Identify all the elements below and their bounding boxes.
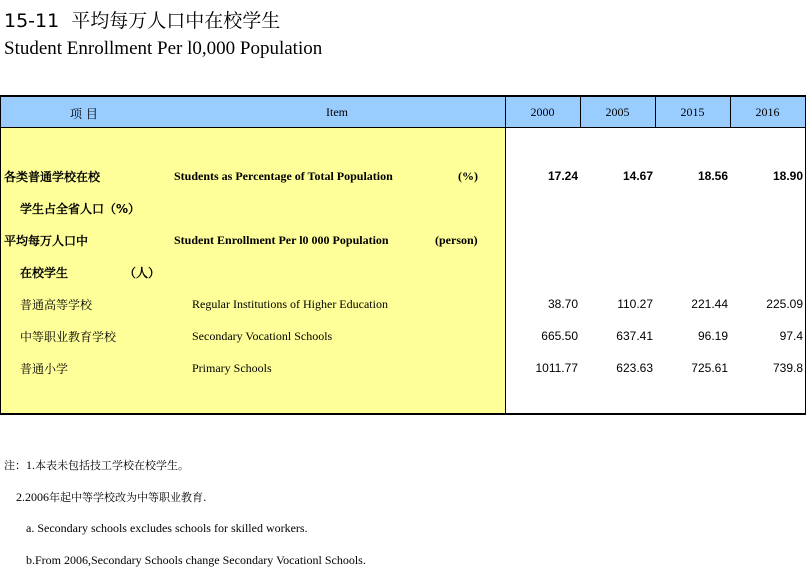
row-per10k-label-cn-line2a: 在校学生 bbox=[20, 266, 69, 280]
row-primary-label-en: Primary Schools bbox=[192, 361, 272, 375]
note-4: b.From 2006,Secondary Schools change Secondary Vocationl Schools. bbox=[26, 553, 366, 567]
row-pct-label-cn-line2: 学生占全省人口（%） bbox=[20, 202, 141, 216]
row-primary-value-2015: 725.61 bbox=[691, 361, 728, 375]
row-higher-ed-label-en: Regular Institutions of Higher Education bbox=[192, 297, 388, 311]
header-item-english: Item bbox=[326, 105, 348, 119]
row-vocational-value-2016: 97.4 bbox=[779, 329, 803, 343]
row-higher-ed-value-2016: 225.09 bbox=[766, 297, 803, 311]
row-higher-ed-value-2015: 221.44 bbox=[691, 297, 728, 311]
note-1-text: 本表未包括技工学校在校学生。 bbox=[35, 459, 189, 472]
row-pct-value-2005: 14.67 bbox=[622, 169, 653, 183]
table-left-border bbox=[0, 95, 1, 415]
row-per10k-label-cn-line1: 平均每万人口中 bbox=[4, 234, 89, 248]
row-vocational-label-cn: 中等职业教育学校 bbox=[20, 330, 117, 344]
note-prefix: 注： bbox=[4, 459, 26, 472]
row-pct-label-cn-line1: 各类普通学校在校 bbox=[4, 170, 101, 184]
row-primary-value-2000: 1011.77 bbox=[535, 361, 578, 375]
row-pct-value-2000: 17.24 bbox=[547, 169, 578, 183]
header-item-chinese: 项 目 bbox=[70, 107, 98, 121]
row-vocational-value-2000: 665.50 bbox=[541, 329, 578, 343]
table-title-english: Student Enrollment Per l0,000 Population bbox=[4, 38, 323, 59]
row-primary-value-2005: 623.63 bbox=[616, 361, 653, 375]
note-1 bbox=[4, 457, 189, 473]
row-per10k-label-en: Student Enrollment Per l0 000 Population bbox=[174, 233, 389, 247]
row-pct-value-2016: 18.90 bbox=[772, 169, 803, 183]
note-1-number: 1. bbox=[26, 458, 35, 472]
row-pct-unit: (%) bbox=[458, 169, 478, 183]
header-year-2015: 2015 bbox=[680, 105, 705, 119]
row-vocational-value-2005: 637.41 bbox=[616, 329, 653, 343]
row-primary-label-cn: 普通小学 bbox=[20, 362, 69, 376]
row-pct-label-en: Students as Percentage of Total Population bbox=[174, 169, 393, 183]
row-primary-value-2016: 739.8 bbox=[772, 361, 803, 375]
table-divider-item bbox=[505, 95, 506, 415]
note-2 bbox=[16, 489, 207, 505]
note-2-text: 年起中等学校改为中等职业教育. bbox=[49, 491, 207, 504]
row-per10k-label-cn-unit: （人） bbox=[124, 266, 161, 280]
row-per10k-unit: (person) bbox=[435, 233, 478, 247]
table-number: 15-11 bbox=[4, 10, 60, 32]
note-2-number: 2.2006 bbox=[16, 490, 49, 504]
title-chinese-text: 平均每万人口中在校学生 bbox=[71, 10, 281, 32]
header-year-2016: 2016 bbox=[755, 105, 780, 119]
header-year-2000: 2000 bbox=[530, 105, 555, 119]
row-vocational-label-en: Secondary Vocationl Schools bbox=[192, 329, 333, 343]
row-vocational-value-2015: 96.19 bbox=[697, 329, 728, 343]
row-higher-ed-label-cn: 普通高等学校 bbox=[20, 298, 93, 312]
row-higher-ed-value-2000: 38.70 bbox=[547, 297, 578, 311]
table-bottom-rule bbox=[0, 413, 806, 415]
note-3: a. Secondary schools excludes schools for skilled workers. bbox=[26, 521, 308, 535]
header-year-2005: 2005 bbox=[605, 105, 630, 119]
table-title-chinese bbox=[4, 6, 280, 33]
row-higher-ed-value-2005: 110.27 bbox=[617, 297, 653, 311]
row-pct-value-2015: 18.56 bbox=[697, 169, 728, 183]
